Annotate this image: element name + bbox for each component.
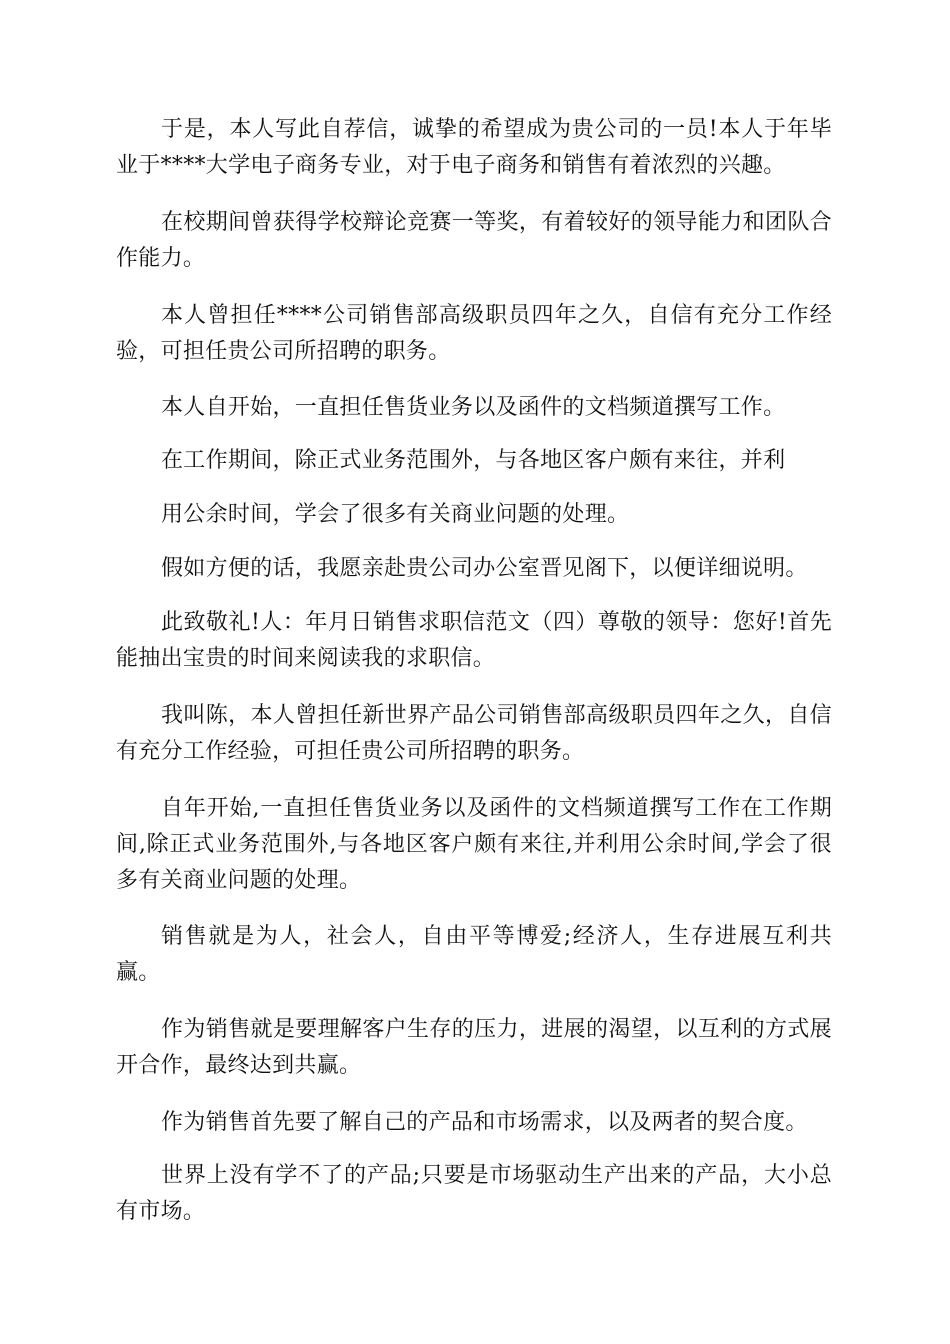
paragraph-11: 销售就是为人，社会人，自由平等博爱;经济人，生存进展互利共赢。 <box>116 924 832 985</box>
paragraph-12: 作为销售就是要理解客户生存的压力，进展的渴望，以互利的方式展开合作，最终达到共赢。 <box>116 1017 832 1078</box>
paragraph-7: 假如方便的话，我愿亲赴贵公司办公室晋见阁下，以便详细说明。 <box>161 556 808 581</box>
paragraph-14: 世界上没有学不了的产品;只要是市场驱动生产出来的产品，大小总有市场。 <box>116 1163 832 1224</box>
paragraph-3: 本人曾担任****公司销售部高级职员四年之久，自信有充分工作经验，可担任贵公司所招聘的职务。 <box>116 303 832 364</box>
paragraph-13: 作为销售首先要了解自己的产品和市场需求，以及两者的契合度。 <box>161 1110 808 1135</box>
paragraph-4: 本人自开始，一直担任售货业务以及函件的文档频道撰写工作。 <box>161 395 786 420</box>
paragraph-6: 用公余时间，学会了很多有关商业问题的处理。 <box>161 502 630 527</box>
paragraph-10: 自年开始,一直担任售货业务以及函件的文档频道撰写工作在工作期间,除正式业务范围外,与各地区客户颇有来往,并利用公余时间,学会了很多有关商业问题的处理。 <box>116 796 832 893</box>
paragraph-2: 在校期间曾获得学校辩论竞赛一等奖，有着较好的领导能力和团队合作能力。 <box>116 210 832 271</box>
paragraph-8: 此致敬礼!人：年月日销售求职信范文（四）尊敬的领导：您好!首先能抽出宝贵的时间来阅读我的求职信。 <box>116 610 832 671</box>
paragraph-1: 于是，本人写此自荐信，诚挚的希望成为贵公司的一员!本人于年毕业于****大学电子商务专业，对于电子商务和销售有着浓烈的兴趣。 <box>116 117 832 178</box>
paragraph-5: 在工作期间，除正式业务范围外，与各地区客户颇有来往，并利 <box>161 448 786 473</box>
paragraph-9: 我叫陈，本人曾担任新世界产品公司销售部高级职员四年之久，自信有充分工作经验，可担任贵公司所招聘的职务。 <box>116 703 832 764</box>
